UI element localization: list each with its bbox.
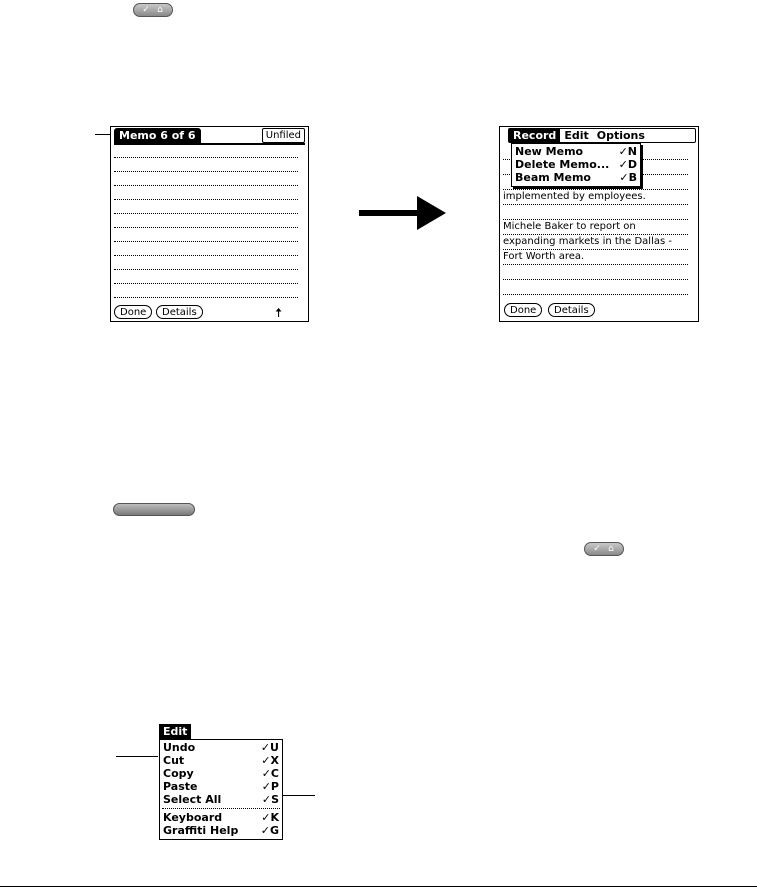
memo-line: expanding markets in the Dallas - bbox=[503, 235, 688, 250]
memo-lines[interactable] bbox=[114, 145, 298, 298]
home-icon: ⌂ bbox=[157, 4, 163, 15]
memo-line bbox=[503, 280, 688, 295]
menu-item-undo[interactable]: Undo ✓U bbox=[163, 741, 279, 754]
menu-item-graffiti-help[interactable]: Graffiti Help ✓G bbox=[163, 824, 279, 837]
menu-options[interactable]: Options bbox=[596, 129, 645, 142]
memo-line: implemented by employees. bbox=[503, 190, 688, 205]
menu-item-select-all[interactable]: Select All ✓S bbox=[163, 793, 279, 806]
menu-button-icon bbox=[113, 503, 195, 516]
command-stroke-icon bbox=[133, 3, 173, 17]
menu-item-copy[interactable]: Copy ✓C bbox=[163, 767, 279, 780]
page-bottom-rule bbox=[0, 886, 757, 887]
memo-screen-empty bbox=[110, 126, 309, 322]
command-stroke-icon bbox=[584, 542, 624, 556]
callout-line bbox=[116, 756, 158, 757]
edit-menu bbox=[159, 739, 283, 840]
callout-line bbox=[283, 795, 315, 796]
memo-screen-menu bbox=[499, 126, 699, 322]
pen-icon: ✓ bbox=[593, 543, 601, 554]
menu-item-new-memo[interactable]: New Memo ✓N bbox=[515, 145, 637, 158]
memo-title: Memo 6 of 6 bbox=[114, 128, 201, 143]
details-button[interactable]: Details bbox=[156, 305, 203, 319]
menu-item-cut[interactable]: Cut ✓X bbox=[163, 754, 279, 767]
memo-line bbox=[503, 205, 688, 220]
done-button[interactable]: Done bbox=[114, 305, 152, 319]
menu-item-delete-memo[interactable]: Delete Memo... ✓D bbox=[515, 158, 637, 171]
menu-item-paste[interactable]: Paste ✓P bbox=[163, 780, 279, 793]
memo-line bbox=[503, 265, 688, 280]
record-menu bbox=[511, 143, 641, 187]
arrow-right-icon bbox=[417, 196, 446, 230]
menu-edit[interactable]: Edit bbox=[564, 129, 589, 142]
menu-item-beam-memo[interactable]: Beam Memo ✓B bbox=[515, 171, 637, 184]
menu-separator bbox=[162, 808, 280, 809]
home-icon: ⌂ bbox=[608, 543, 614, 554]
done-button[interactable]: Done bbox=[504, 303, 542, 317]
scroll-up-icon[interactable]: 🠅 bbox=[275, 306, 283, 321]
menu-item-keyboard[interactable]: Keyboard ✓K bbox=[163, 811, 279, 824]
category-picker[interactable]: Unfiled bbox=[262, 128, 305, 143]
memo-line: Fort Worth area. bbox=[503, 250, 688, 265]
menu-record[interactable]: Record bbox=[509, 129, 560, 142]
details-button[interactable]: Details bbox=[548, 303, 595, 317]
pen-icon: ✓ bbox=[142, 4, 150, 15]
menu-bar bbox=[508, 128, 696, 143]
arrow-shaft bbox=[359, 210, 419, 216]
edit-menu-example bbox=[159, 720, 283, 840]
edit-menu-title: Edit bbox=[159, 724, 191, 739]
memo-line: Michele Baker to report on bbox=[503, 220, 688, 235]
